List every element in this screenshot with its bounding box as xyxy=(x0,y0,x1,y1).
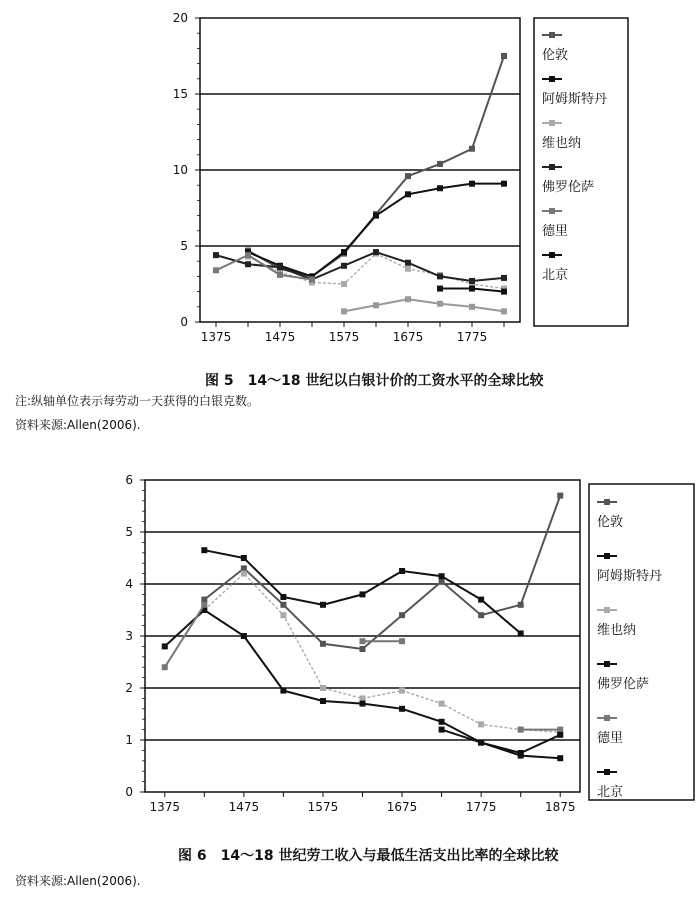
legend-label-0: 伦敦 xyxy=(597,515,624,530)
data-point-5-6 xyxy=(405,296,411,302)
data-point-3-4 xyxy=(341,263,347,269)
data-point-4-5 xyxy=(360,638,366,644)
data-point-1-5 xyxy=(360,591,366,597)
data-point-2-4 xyxy=(341,281,347,287)
data-point-2-2 xyxy=(241,571,247,577)
legend-marker-2 xyxy=(549,120,555,126)
series-3 xyxy=(213,249,507,284)
data-point-1-5 xyxy=(373,213,379,219)
data-point-5-9 xyxy=(501,308,507,314)
legend-marker-2 xyxy=(604,607,610,613)
series-line-3-0 xyxy=(165,610,560,758)
figure6-caption: 图 6 14～18 世纪劳工收入与最低生活支出比率的全球比较 xyxy=(178,848,559,864)
data-point-3-7 xyxy=(437,273,443,279)
legend-marker-3 xyxy=(549,164,555,170)
data-point-3-2 xyxy=(277,264,283,270)
data-point-1-4 xyxy=(341,249,347,255)
data-point-1-4 xyxy=(320,602,326,608)
x-tick-label-3: 1675 xyxy=(386,800,418,814)
data-point-0-1 xyxy=(201,597,207,603)
y-tick-label-1: 5 xyxy=(180,239,188,253)
figure5-note: 注:纵轴单位表示每劳动一天获得的白银克数。 xyxy=(15,394,260,408)
data-point-1-9 xyxy=(518,630,524,636)
data-point-4-0 xyxy=(162,664,168,670)
data-point-2-5 xyxy=(360,695,366,701)
series-3 xyxy=(162,607,563,761)
data-point-3-3 xyxy=(280,688,286,694)
y-tick-label-2: 10 xyxy=(172,163,188,177)
data-point-5-7 xyxy=(437,301,443,307)
legend-label-2: 维也纳 xyxy=(597,623,637,638)
data-point-5-8 xyxy=(478,740,484,746)
legend-label-5: 北京 xyxy=(542,268,569,283)
x-tick-label-0: 1375 xyxy=(200,330,232,344)
data-point-4-1 xyxy=(201,602,207,608)
x-tick-label-5: 1875 xyxy=(544,800,576,814)
y-tick-label-4: 4 xyxy=(125,577,133,591)
data-point-4-2 xyxy=(277,272,283,278)
figure5-chart xyxy=(173,11,628,344)
data-point-3-5 xyxy=(373,249,379,255)
data-point-4-9 xyxy=(518,727,524,733)
data-point-0-9 xyxy=(518,602,524,608)
data-point-3-8 xyxy=(469,278,475,284)
y-tick-label-2: 2 xyxy=(125,681,133,695)
series-line-5-0 xyxy=(344,299,504,311)
data-point-1-7 xyxy=(439,573,445,579)
figure6-source: 资料来源:Allen(2006). xyxy=(15,874,141,888)
legend-marker-4 xyxy=(604,715,610,721)
legend-label-1: 阿姆斯特丹 xyxy=(542,92,608,107)
data-point-1-9 xyxy=(501,181,507,187)
series-line-1-0 xyxy=(248,184,504,277)
data-point-4-0 xyxy=(213,267,219,273)
series-2 xyxy=(245,251,507,292)
data-point-0-8 xyxy=(478,612,484,618)
data-point-0-9 xyxy=(501,53,507,59)
data-point-6-9 xyxy=(501,289,507,295)
data-point-5-9 xyxy=(518,750,524,756)
y-tick-label-0: 0 xyxy=(125,785,133,799)
legend-label-2: 维也纳 xyxy=(542,136,582,151)
figure5-source: 资料来源:Allen(2006). xyxy=(15,418,141,432)
data-point-3-1 xyxy=(245,261,251,267)
series-1 xyxy=(245,181,507,280)
data-point-4-6 xyxy=(399,638,405,644)
data-point-4-10 xyxy=(557,727,563,733)
legend-marker-1 xyxy=(604,553,610,559)
figure5-caption: 图 5 14～18 世纪以白银计价的工资水平的全球比较 xyxy=(205,373,544,389)
y-tick-label-3: 3 xyxy=(125,629,133,643)
data-point-5-10 xyxy=(557,732,563,738)
data-point-5-4 xyxy=(341,308,347,314)
legend-marker-4 xyxy=(549,208,555,214)
x-tick-label-2: 1575 xyxy=(307,800,339,814)
series-1 xyxy=(201,547,523,636)
series-0 xyxy=(201,493,563,652)
data-point-1-8 xyxy=(478,597,484,603)
figure6-chart xyxy=(125,473,694,814)
data-point-0-3 xyxy=(280,602,286,608)
data-point-3-10 xyxy=(557,755,563,761)
series-line-2-0 xyxy=(204,574,560,733)
data-point-0-7 xyxy=(437,161,443,167)
legend-label-5: 北京 xyxy=(597,785,624,800)
data-point-0-8 xyxy=(469,146,475,152)
data-point-3-0 xyxy=(162,643,168,649)
data-point-3-0 xyxy=(213,252,219,258)
data-point-1-8 xyxy=(469,181,475,187)
data-point-0-7 xyxy=(439,578,445,584)
data-point-1-2 xyxy=(241,555,247,561)
data-point-0-6 xyxy=(405,173,411,179)
data-point-2-7 xyxy=(439,701,445,707)
legend-label-4: 德里 xyxy=(597,731,624,746)
legend-label-4: 德里 xyxy=(542,224,569,239)
data-point-0-2 xyxy=(241,565,247,571)
data-point-1-1 xyxy=(201,547,207,553)
x-tick-label-1: 1475 xyxy=(264,330,296,344)
data-point-3-6 xyxy=(405,260,411,266)
y-tick-label-3: 15 xyxy=(172,87,188,101)
data-point-6-7 xyxy=(437,286,443,292)
data-point-3-2 xyxy=(241,633,247,639)
data-point-2-8 xyxy=(478,721,484,727)
data-point-1-7 xyxy=(437,185,443,191)
data-point-4-3 xyxy=(309,276,315,282)
legend-marker-3 xyxy=(604,661,610,667)
y-tick-label-6: 6 xyxy=(125,473,133,487)
x-tick-label-2: 1575 xyxy=(328,330,360,344)
y-tick-label-0: 0 xyxy=(180,315,188,329)
data-point-5-8 xyxy=(469,304,475,310)
series-line-0-0 xyxy=(248,56,504,276)
data-point-1-6 xyxy=(405,191,411,197)
y-tick-label-4: 20 xyxy=(172,11,188,25)
data-point-0-5 xyxy=(360,646,366,652)
series-5 xyxy=(341,296,507,314)
x-tick-label-0: 1375 xyxy=(149,800,181,814)
legend-marker-5 xyxy=(604,769,610,775)
legend-label-0: 伦敦 xyxy=(542,48,569,63)
x-tick-label-4: 1775 xyxy=(456,330,488,344)
data-point-2-4 xyxy=(320,685,326,691)
legend-label-3: 佛罗伦萨 xyxy=(597,677,650,692)
data-point-3-9 xyxy=(501,275,507,281)
data-point-2-6 xyxy=(399,688,405,694)
legend-marker-1 xyxy=(549,76,555,82)
data-point-4-1 xyxy=(245,252,251,258)
data-point-3-7 xyxy=(439,719,445,725)
data-point-3-6 xyxy=(399,706,405,712)
data-point-1-6 xyxy=(399,568,405,574)
legend-box xyxy=(589,484,694,800)
series-4 xyxy=(213,252,315,282)
data-point-5-5 xyxy=(373,302,379,308)
data-point-3-5 xyxy=(360,701,366,707)
data-point-0-4 xyxy=(320,641,326,647)
data-point-1-3 xyxy=(280,594,286,600)
x-tick-label-4: 1775 xyxy=(465,800,497,814)
y-tick-label-5: 5 xyxy=(125,525,133,539)
legend-marker-0 xyxy=(604,499,610,505)
data-point-6-8 xyxy=(469,286,475,292)
y-tick-label-1: 1 xyxy=(125,733,133,747)
data-point-0-6 xyxy=(399,612,405,618)
data-point-5-7 xyxy=(439,727,445,733)
data-point-2-3 xyxy=(280,612,286,618)
x-tick-label-1: 1475 xyxy=(228,800,260,814)
x-tick-label-3: 1675 xyxy=(392,330,424,344)
legend-label-1: 阿姆斯特丹 xyxy=(597,569,663,584)
data-point-2-6 xyxy=(405,266,411,272)
data-point-3-4 xyxy=(320,698,326,704)
legend-label-3: 佛罗伦萨 xyxy=(542,180,595,195)
legend-marker-0 xyxy=(549,32,555,38)
data-point-0-10 xyxy=(557,493,563,499)
legend-marker-5 xyxy=(549,252,555,258)
